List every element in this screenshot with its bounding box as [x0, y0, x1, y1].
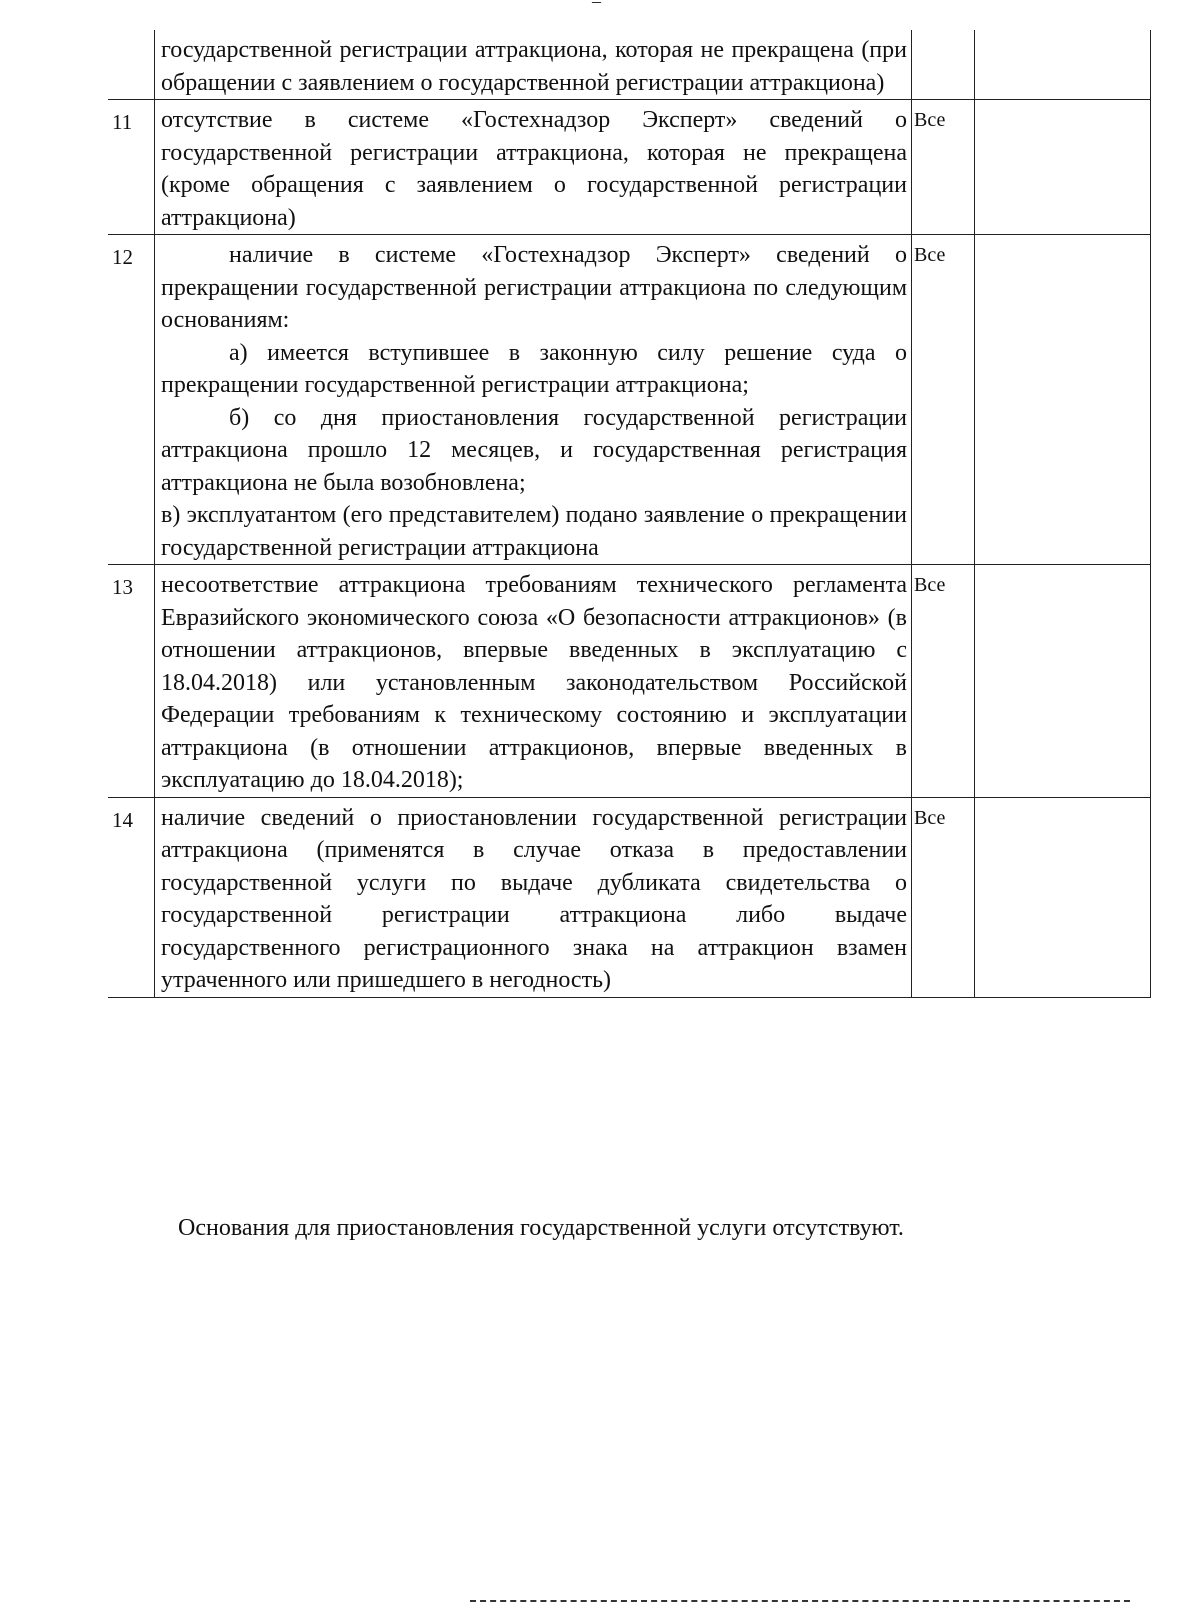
row-paragraph-a: а) имеется вступившее в законную силу решение суда о прекращении государственной регистрации аттракциона;	[161, 339, 907, 398]
row-description	[155, 30, 912, 100]
table-row-11	[108, 100, 1151, 235]
suspension-grounds-note: Основания для приостановления государственной услуги отсутствуют.	[178, 1215, 904, 1241]
row-description	[155, 565, 912, 798]
scan-artifact-divider	[470, 1600, 1130, 1606]
row-empty-cell	[975, 565, 1151, 798]
row-number: 12	[108, 235, 155, 565]
grounds-table	[108, 30, 1151, 998]
table-row-14	[108, 797, 1151, 997]
row-number: 13	[108, 565, 155, 798]
row-scope: Все	[912, 797, 975, 997]
table-row-13	[108, 565, 1151, 798]
row-scope: Все	[912, 235, 975, 565]
page-number-mark: –	[592, 0, 601, 11]
row-paragraph: наличие сведений о приостановлении государственной регистрации аттракциона (применятся в случае отказа в предоставлении государственной услуги по выдаче дубликата свидетельства о государственной регистрации аттракциона либо выдаче государственного регистрационного знака на аттракцион взамен утраченного или пришедшего в негодность)	[161, 804, 907, 993]
row-paragraph: несоответствие аттракциона требованиям технического регламента Евразийского экономического союза «О безопасности аттракционов» (в отношении аттракционов, впервые введенных в эксплуатацию с 18.04.2018) или установленным законодательством Российской Федерации требованиям к техническому состоянию и эксплуатации аттракциона (в отношении аттракционов, впервые введенных в эксплуатацию до 18.04.2018);	[161, 572, 907, 793]
table-row-continuation	[108, 30, 1151, 100]
table-row-12	[108, 235, 1151, 565]
row-scope: Все	[912, 565, 975, 798]
row-number: 11	[108, 100, 155, 235]
row-empty-cell	[975, 100, 1151, 235]
row-paragraph-b: б) со дня приостановления государственной регистрации аттракциона прошло 12 месяцев, и государственная регистрация аттракциона не была возобновлена;	[161, 404, 907, 496]
row-number	[108, 30, 155, 100]
row-empty-cell	[975, 235, 1151, 565]
row-empty-cell	[975, 30, 1151, 100]
row-scope: Все	[912, 100, 975, 235]
row-scope	[912, 30, 975, 100]
row-paragraph: государственной регистрации аттракциона, которая не прекращена (при обращении с заявлением о государственной регистрации аттракциона)	[161, 37, 907, 96]
row-number: 14	[108, 797, 155, 997]
row-paragraph-c: в) эксплуатантом (его представителем) подано заявление о прекращении государственной регистрации аттракциона	[161, 502, 907, 561]
row-empty-cell	[975, 797, 1151, 997]
row-paragraph: отсутствие в системе «Гостехнадзор Эксперт» сведений о государственной регистрации аттракциона, которая не прекращена (кроме обращения с заявлением о государственной регистрации аттракциона)	[161, 107, 907, 231]
row-description	[155, 100, 912, 235]
row-paragraph: наличие в системе «Гостехнадзор Эксперт» сведений о прекращении государственной регистрации аттракциона по следующим основаниям:	[161, 242, 907, 333]
row-description	[155, 797, 912, 997]
row-description	[155, 235, 912, 565]
